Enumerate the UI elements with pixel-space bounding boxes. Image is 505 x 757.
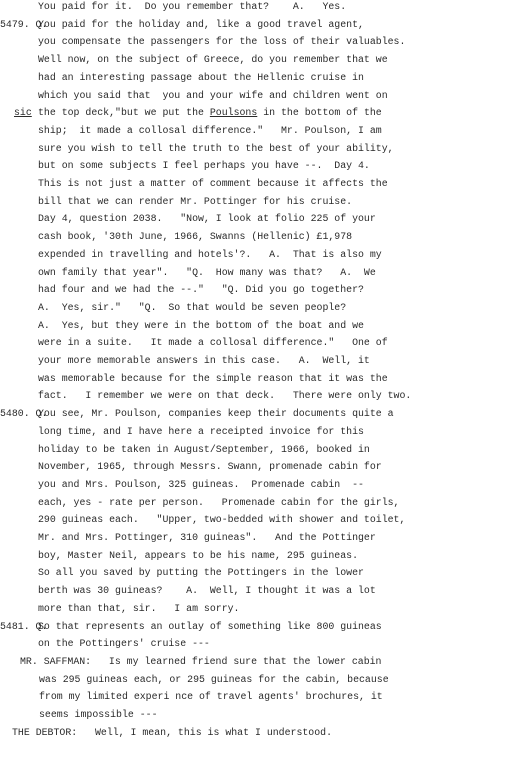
transcript-line: had an interesting passage about the Hellenic cruise in: [38, 71, 364, 83]
transcript-line: boy, Master Neil, appears to be his name, 295 guineas.: [38, 549, 359, 561]
transcript-line: You see, Mr. Poulson, companies keep their documents quite a: [38, 408, 394, 420]
transcript-line: Mr. and Mrs. Pottinger, 310 guineas". And the Pottinger: [38, 532, 376, 543]
transcript-line: So all you saved by putting the Pottingers in the lower: [38, 567, 364, 579]
transcript-line: own family that year". "Q. How many was that? A. We: [38, 266, 376, 278]
transcript-line: long time, and I have here a receipted invoice for this: [38, 425, 364, 437]
transcript-line: You paid for the holiday and, like a good travel agent,: [38, 18, 364, 30]
transcript-line: So that represents an outlay of something like 800 guineas: [38, 620, 382, 632]
transcript-line: your more memorable answers in this case. A. Well, it: [38, 355, 370, 366]
transcript-line: MR. SAFFMAN: Is my learned friend sure that the lower cabin: [20, 655, 382, 667]
transcript-line: A. Yes, sir." "Q. So that would be seven people?: [38, 301, 347, 313]
margin-note-sic: sic: [14, 107, 32, 119]
transcript-line: was 295 guineas each, or 295 guineas for the cabin, because: [39, 673, 389, 685]
paragraph-number: 5480. Q.: [0, 408, 48, 420]
transcript-line: each, yes - rate per person. Promenade cabin for the girls,: [38, 496, 400, 508]
transcript-line: but on some subjects I feel perhaps you have --. Day 4.: [38, 160, 370, 172]
transcript-line: You paid for it. Do you remember that? A. Yes.: [38, 1, 347, 12]
transcript-line: 290 guineas each. "Upper, two-bedded with shower and toilet,: [38, 514, 406, 526]
transcript-line: expended in travelling and hotels'?. A. That is also my: [38, 248, 382, 260]
transcript-line: the top deck,"but we put the Poulsons in the bottom of the: [38, 107, 382, 119]
transcript-line: had four and we had the --." "Q. Did you go together?: [38, 284, 364, 296]
transcript-line: were in a suite. It made a collosal difference." One of: [38, 337, 388, 349]
transcript-line: This is not just a matter of comment because it affects the: [38, 178, 388, 189]
transcript-line: Day 4, question 2038. "Now, I look at folio 225 of your: [38, 213, 376, 225]
transcript-line: from my limited experi nce of travel agents' brochures, it: [39, 691, 383, 703]
transcript-line: holiday to be taken in August/September, 1966, booked in: [38, 443, 370, 455]
transcript-line: berth was 30 guineas? A. Well, I thought it was a lot: [38, 585, 376, 597]
transcript-line: you and Mrs. Poulson, 325 guineas. Promenade cabin --: [38, 478, 364, 490]
paragraph-number: 5481. Q.: [0, 620, 48, 632]
transcript-line: seems impossible ---: [39, 709, 158, 720]
transcript-line: A. Yes, but they were in the bottom of the boat and we: [38, 319, 364, 331]
transcript-line: you compensate the passengers for the loss of their valuables.: [38, 36, 406, 48]
transcript-line: November, 1965, through Messrs. Swann, promenade cabin for: [38, 461, 382, 473]
transcript-line: on the Pottingers' cruise ---: [38, 638, 210, 650]
transcript-line: bill that we can render Mr. Pottinger for his cruise.: [38, 195, 353, 207]
transcript-line: cash book, '30th June, 1966, Swanns (Hellenic) £1,978: [38, 231, 353, 243]
transcript-line: which you said that you and your wife and children went on: [38, 89, 388, 101]
transcript-line: more than that, sir. I am sorry.: [38, 602, 240, 614]
transcript-line: was memorable because for the simple reason that it was the: [38, 372, 388, 384]
paragraph-number: 5479. Q.: [0, 18, 48, 30]
transcript-line: fact. I remember we were on that deck. There were only two.: [38, 390, 412, 402]
transcript-line: sure you wish to tell the truth to the best of your ability,: [38, 142, 394, 154]
transcript-line: Well now, on the subject of Greece, do you remember that we: [38, 54, 388, 66]
transcript-line: ship; it made a collosal difference." Mr. Poulson, I am: [38, 124, 382, 136]
transcript-line: THE DEBTOR: Well, I mean, this is what I understood.: [12, 726, 333, 738]
